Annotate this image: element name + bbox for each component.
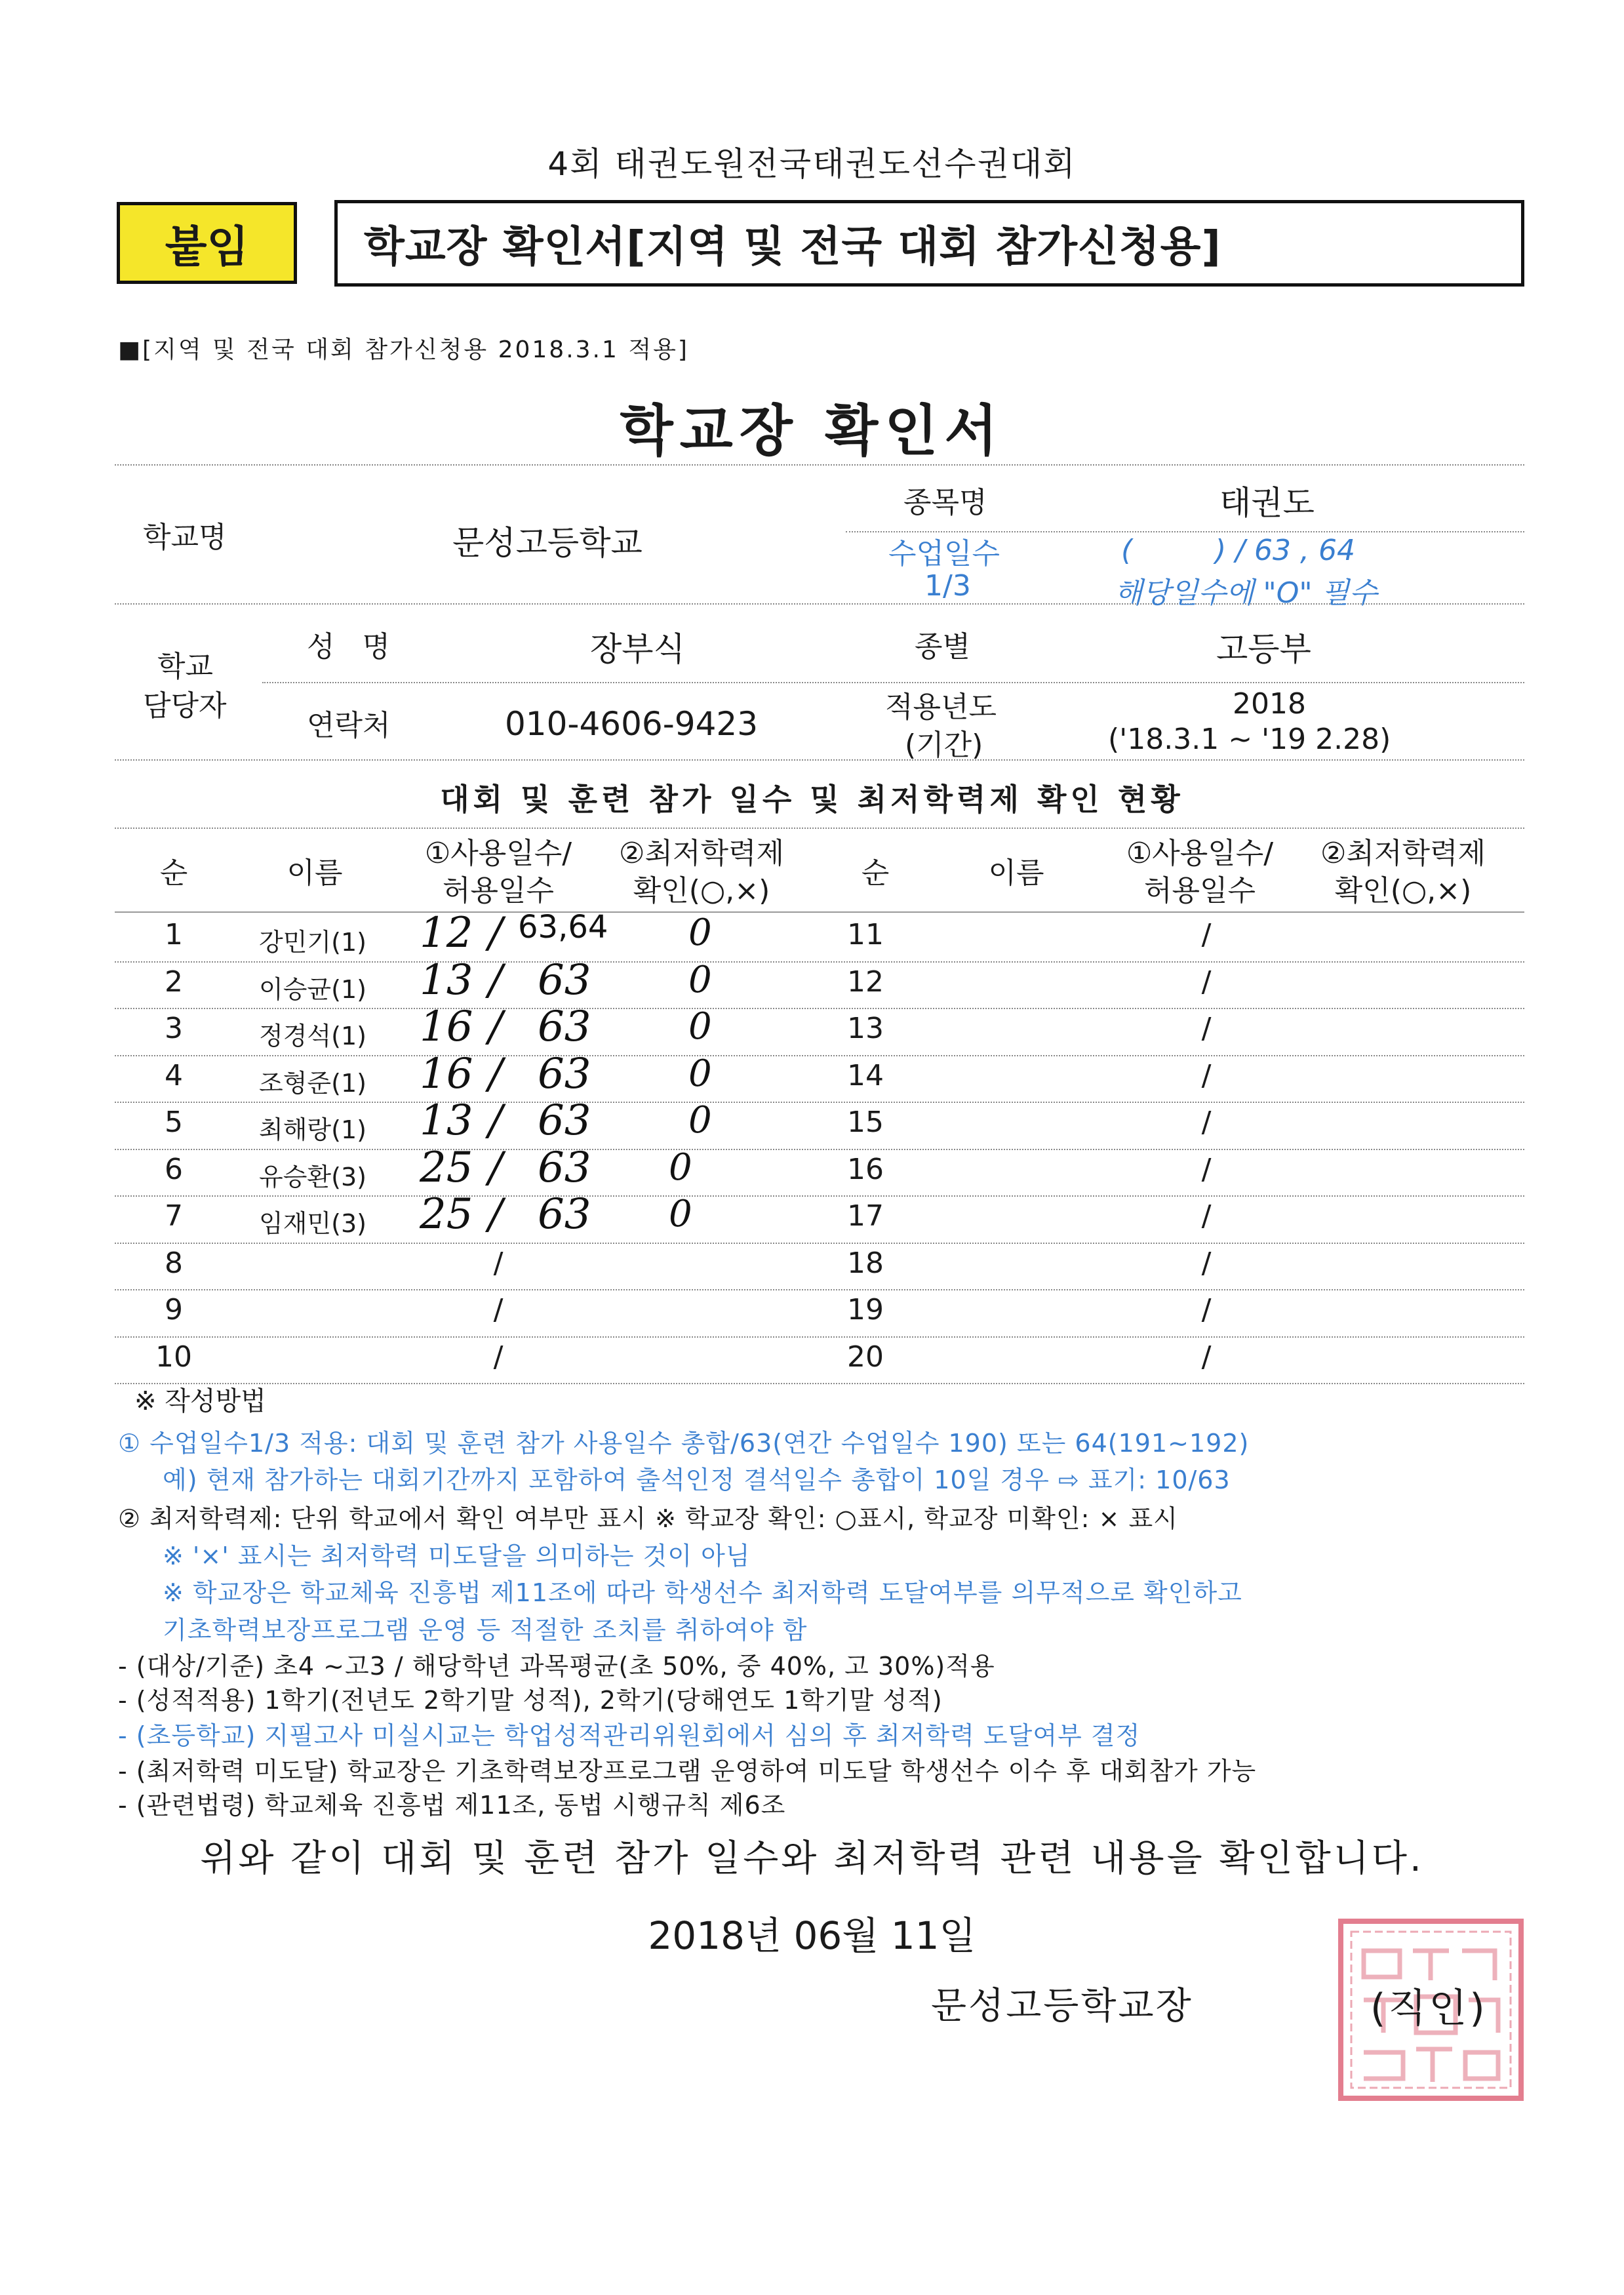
row-number: 3: [165, 1012, 183, 1045]
athlete-name: 강민기(1): [259, 928, 366, 957]
manager-label: 담당자: [143, 689, 227, 723]
days-slash: /: [488, 1003, 503, 1051]
days-slash: /: [488, 1049, 503, 1098]
academic-check: 0: [669, 1193, 692, 1235]
division-value: 고등부: [1216, 630, 1311, 668]
col-no-header: 순: [861, 856, 890, 890]
row-number: 14: [847, 1058, 884, 1092]
col-days-header: 허용일수: [1143, 874, 1256, 908]
year-label: 적용년도: [885, 690, 997, 724]
row-number: 8: [165, 1246, 183, 1280]
row-divider: [115, 1289, 1524, 1290]
academic-check: 0: [688, 1099, 712, 1142]
note-line: ※ '×' 표시는 최저학력 미도달을 의미하는 것이 아님: [163, 1542, 751, 1570]
event-value: 태권도: [1219, 484, 1315, 522]
classdays-sub: 1/3: [924, 569, 971, 603]
days-slash: /: [1201, 1012, 1212, 1045]
days-slash: /: [488, 1096, 503, 1145]
used-days: 16: [420, 1049, 473, 1098]
note-line: - (대상/기준) 초4 ~고3 / 해당학년 과목평균(초 50%, 중 40%, 고 30%)적용: [118, 1652, 995, 1681]
days-slash: /: [1201, 1152, 1212, 1186]
col-check-header: 확인(○,×): [633, 874, 770, 908]
seal-label: (직인): [1370, 1986, 1488, 2031]
document-type: 학교장 확인서[지역 및 전국 대회 참가신청용]: [334, 200, 1524, 287]
days-slash: /: [1201, 1058, 1212, 1092]
school-label: 학교명: [143, 521, 227, 554]
period-value: ('18.3.1 ~ '19 2.28): [1108, 723, 1391, 756]
row-number: 15: [847, 1106, 884, 1139]
school-name: 문성고등학교: [452, 524, 643, 562]
row-number: 7: [165, 1199, 183, 1233]
roster-title: 대회 및 훈련 참가 일수 및 최저학력제 확인 현황: [440, 782, 1184, 817]
event-label: 종목명: [903, 486, 987, 519]
col-days-header: ①사용일수/: [424, 837, 572, 870]
used-days: 12: [420, 909, 473, 957]
year-sub: (기간): [905, 728, 983, 762]
row-divider: [115, 1055, 1524, 1056]
classdays-note: 해당일수에 "O" 필수: [1115, 576, 1377, 610]
days-slash: /: [1201, 965, 1212, 999]
days-slash: /: [488, 1190, 503, 1239]
row-divider: [115, 1008, 1524, 1009]
athlete-name: 임재민(3): [259, 1209, 366, 1238]
allowed-days: 63: [538, 1143, 591, 1192]
athlete-name: 이승균(1): [259, 974, 366, 1004]
division-label: 종별: [915, 630, 971, 664]
academic-check: 0: [688, 1052, 712, 1095]
manager-label: 학교: [157, 650, 214, 683]
issue-date: 2018년 06월 11일: [648, 1913, 976, 1958]
row-number: 4: [165, 1058, 183, 1092]
divider: [115, 911, 1524, 913]
row-number: 10: [155, 1340, 192, 1374]
allowed-days: 63,64: [518, 909, 608, 946]
note-line: ② 최저학력제: 단위 학교에서 확인 여부만 표시 ※ 학교장 확인: ○표시, 학교장 미확인: × 표시: [118, 1504, 1178, 1533]
athlete-name: 조형준(1): [259, 1068, 366, 1098]
name-label: 성 명: [307, 630, 390, 664]
used-days: 25: [420, 1143, 473, 1192]
allowed-days: 63: [538, 1003, 591, 1051]
used-days: 16: [420, 1003, 473, 1051]
page-title: 학교장 확인서: [620, 399, 1004, 463]
classdays-value: ( ) / 63 , 64: [1121, 534, 1355, 567]
days-slash: /: [488, 1143, 503, 1192]
row-number: 17: [847, 1199, 884, 1233]
days-slash: /: [1201, 1340, 1212, 1374]
note-line: - (성적적용) 1학기(전년도 2학기말 성적), 2학기(당해연도 1학기말 성적): [118, 1686, 943, 1715]
athlete-name: 정경석(1): [259, 1022, 366, 1050]
row-number: 19: [847, 1293, 884, 1327]
competition-title: 4회 태권도원전국태권도선수권대회: [547, 145, 1077, 183]
row-number: 5: [165, 1106, 183, 1139]
row-number: 1: [165, 918, 183, 951]
contact-label: 연락처: [307, 709, 391, 742]
col-days-header: 허용일수: [442, 874, 554, 908]
row-number: 18: [847, 1246, 884, 1280]
col-name-header: 이름: [988, 856, 1044, 890]
days-slash: /: [488, 955, 503, 1005]
row-divider: [115, 961, 1524, 963]
col-days-header: ①사용일수/: [1126, 837, 1274, 870]
notes-title: ※ 작성방법: [134, 1386, 266, 1416]
row-number: 2: [165, 965, 183, 999]
days-slash: /: [493, 1340, 504, 1374]
confirm-statement: 위와 같이 대회 및 훈련 참가 일수와 최저학력 관련 내용을 확인합니다.: [200, 1837, 1424, 1880]
note-line: - (최저학력 미도달) 학교장은 기초학력보장프로그램 운영하여 미도달 학생선수 이수 후 대회참가 가능: [118, 1757, 1257, 1786]
days-slash: /: [1201, 918, 1212, 951]
row-divider: [115, 1149, 1524, 1150]
row-number: 9: [165, 1293, 183, 1327]
used-days: 13: [420, 955, 473, 1005]
days-slash: /: [493, 1293, 504, 1327]
note-line: - (초등학교) 지필고사 미실시교는 학업성적관리위원회에서 심의 후 최저학력 도달여부 결정: [118, 1721, 1141, 1750]
divider: [115, 464, 1524, 466]
days-slash: /: [488, 909, 503, 957]
divider: [115, 828, 1524, 829]
contact-value: 010-4606-9423: [505, 705, 759, 743]
row-number: 20: [847, 1340, 884, 1374]
athlete-name: 유승환(3): [259, 1162, 366, 1191]
note-line: ※ 학교장은 학교체육 진흥법 제11조에 따라 학생선수 최저학력 도달여부를 의무적으로 확인하고: [163, 1578, 1242, 1607]
athlete-name: 최해랑(1): [259, 1115, 366, 1144]
row-number: 6: [165, 1152, 183, 1186]
used-days: 13: [420, 1096, 473, 1145]
days-slash: /: [1201, 1199, 1212, 1233]
row-number: 12: [847, 965, 884, 999]
row-divider: [115, 1195, 1524, 1197]
academic-check: 0: [688, 911, 712, 954]
manager-name: 장부식: [590, 630, 685, 668]
row-divider: [115, 1102, 1524, 1103]
allowed-days: 63: [538, 955, 591, 1005]
col-name-header: 이름: [287, 856, 343, 890]
used-days: 25: [420, 1190, 473, 1239]
row-divider: [115, 1336, 1524, 1338]
note-line: 기초학력보장프로그램 운영 등 적절한 조치를 취하여야 함: [163, 1616, 808, 1645]
note-line: 예) 현재 참가하는 대회기간까지 포함하여 출석인정 결석일수 총합이 10일 경우 ⇨ 표기: 10/63: [163, 1466, 1231, 1494]
academic-check: 0: [688, 958, 712, 1001]
divider: [115, 759, 1524, 761]
signer-title: 문성고등학교장: [931, 1985, 1193, 2027]
year-value: 2018: [1233, 687, 1306, 721]
days-slash: /: [493, 1246, 504, 1280]
row-number: 11: [847, 918, 884, 951]
days-slash: /: [1201, 1293, 1212, 1327]
classdays-label: 수업일수: [888, 537, 1000, 570]
row-divider: [115, 1383, 1524, 1384]
row-number: 16: [847, 1152, 884, 1186]
row-divider: [115, 1243, 1524, 1244]
note-line: - (관련법령) 학교체육 진흥법 제11조, 동법 시행규칙 제6조: [118, 1791, 786, 1820]
allowed-days: 63: [538, 1096, 591, 1145]
attach-badge: 붙임: [117, 202, 297, 284]
note-line: ① 수업일수1/3 적용: 대회 및 훈련 참가 사용일수 총합/63(연간 수업일수 190) 또는 64(191~192): [118, 1429, 1250, 1458]
col-check-header: 확인(○,×): [1334, 874, 1472, 908]
col-no-header: 순: [159, 856, 188, 890]
academic-check: 0: [688, 1005, 712, 1048]
row-number: 13: [847, 1012, 884, 1045]
days-slash: /: [1201, 1246, 1212, 1280]
col-check-header: ②최저학력제: [1320, 837, 1486, 870]
allowed-days: 63: [538, 1049, 591, 1098]
academic-check: 0: [669, 1146, 692, 1189]
days-slash: /: [1201, 1106, 1212, 1139]
allowed-days: 63: [538, 1190, 591, 1239]
col-check-header: ②최저학력제: [619, 837, 784, 870]
scope-note: ■[지역 및 전국 대회 참가신청용 2018.3.1 적용]: [118, 336, 689, 363]
